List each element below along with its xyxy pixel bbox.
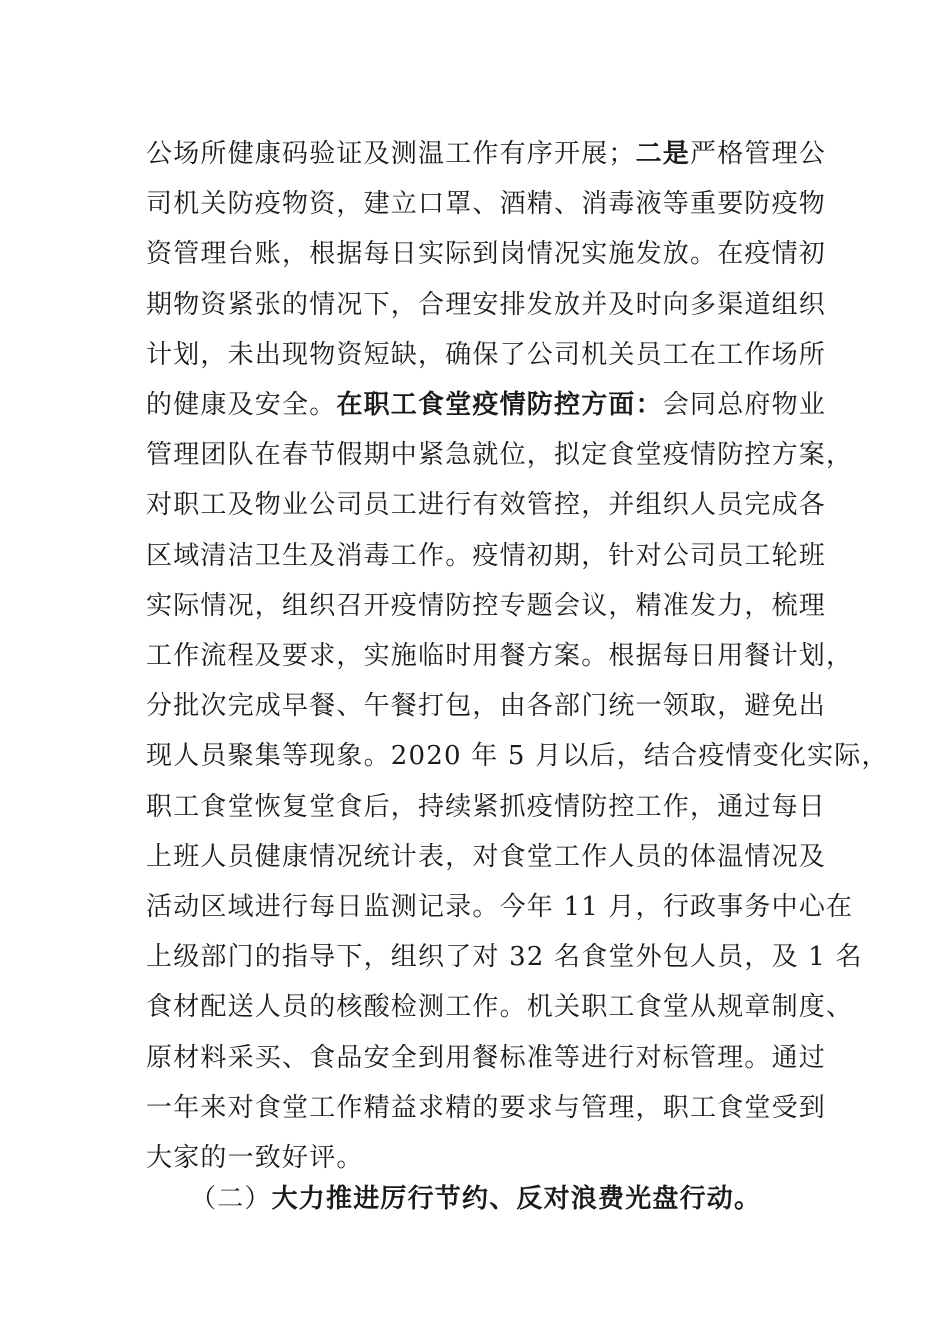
paragraph-line	[146, 689, 826, 723]
paragraph-line	[146, 288, 826, 322]
text-run: 期物资紧张的情况下，合理安排发放并及时向多渠道组织	[146, 290, 827, 320]
paragraph-line	[146, 840, 826, 874]
text-run: 职工食堂恢复堂食后，持续紧抓疫情防控工作，通过每日	[146, 792, 827, 822]
paragraph-line	[146, 589, 826, 623]
paragraph-line	[146, 639, 853, 673]
paragraph-line	[146, 388, 826, 422]
paragraph-line	[146, 338, 826, 372]
text-run: 严格管理公	[690, 139, 827, 169]
paragraph-line	[146, 1091, 826, 1125]
text-run: 工作流程及要求，实施临时用餐方案。根据每日用餐计划，	[146, 641, 854, 671]
text-run: 分批次完成早餐、午餐打包，由各部门统一领取，避免出	[146, 691, 827, 721]
text-run: 大家的一致好评。	[146, 1143, 364, 1173]
paragraph-line	[146, 790, 826, 824]
text-run: 实际情况，组织召开疫情防控专题会议，精准发力，梳理	[146, 591, 827, 621]
paragraph-line	[146, 1041, 826, 1075]
text-run: 的健康及安全。	[146, 390, 337, 420]
paragraph-line	[146, 237, 826, 271]
bold-text-run: 在职工食堂疫情防控方面：	[336, 390, 663, 420]
bold-text-run: 二是	[635, 139, 691, 169]
text-run: 区域清洁卫生及消毒工作。疫情初期，针对公司员工轮班	[146, 541, 827, 571]
paragraph-line	[146, 137, 826, 171]
text-run: 现人员聚集等现象。2020 年 5 月以后，结合疫情变化实际，	[146, 741, 889, 771]
text-run: 一年来对食堂工作精益求精的要求与管理，职工食堂受到	[146, 1093, 827, 1123]
text-run: 上级部门的指导下，组织了对 32 名食堂外包人员，及 1 名	[146, 942, 863, 972]
paragraph-line	[146, 739, 889, 773]
section-heading-title: 大力推进厉行节约、反对浪费光盘行动。	[271, 1184, 762, 1214]
text-run: 管理团队在春节假期中紧急就位，拟定食堂疫情防控方案，	[146, 440, 854, 470]
paragraph-line	[146, 890, 853, 924]
text-run: 上班人员健康情况统计表，对食堂工作人员的体温情况及	[146, 842, 827, 872]
paragraph-line	[146, 539, 826, 573]
text-run: 资管理台账，根据每日实际到岗情况实施发放。在疫情初	[146, 239, 827, 269]
section-heading-prefix: （二）	[190, 1184, 272, 1214]
text-run: 公场所健康码验证及测温工作有序开展；	[146, 139, 636, 169]
paragraph-line	[146, 438, 853, 472]
text-run: 食材配送人员的核酸检测工作。机关职工食堂从规章制度、	[146, 992, 854, 1022]
text-run: 会同总府物业	[662, 390, 827, 420]
paragraph-line	[146, 940, 863, 974]
paragraph-line	[146, 488, 826, 522]
text-run: 司机关防疫物资，建立口罩、酒精、消毒液等重要防疫物	[146, 189, 827, 219]
text-run: 原材料采买、食品安全到用餐标准等进行对标管理。通过	[146, 1043, 827, 1073]
text-run: 计划，未出现物资短缺，确保了公司机关员工在工作场所	[146, 340, 827, 370]
section-heading	[190, 1182, 761, 1216]
text-run: 对职工及物业公司员工进行有效管控，并组织人员完成各	[146, 490, 827, 520]
paragraph-line	[146, 187, 826, 221]
paragraph-line	[146, 1141, 364, 1175]
text-run: 活动区域进行每日监测记录。今年 11 月，行政事务中心在	[146, 892, 854, 922]
paragraph-line	[146, 990, 853, 1024]
